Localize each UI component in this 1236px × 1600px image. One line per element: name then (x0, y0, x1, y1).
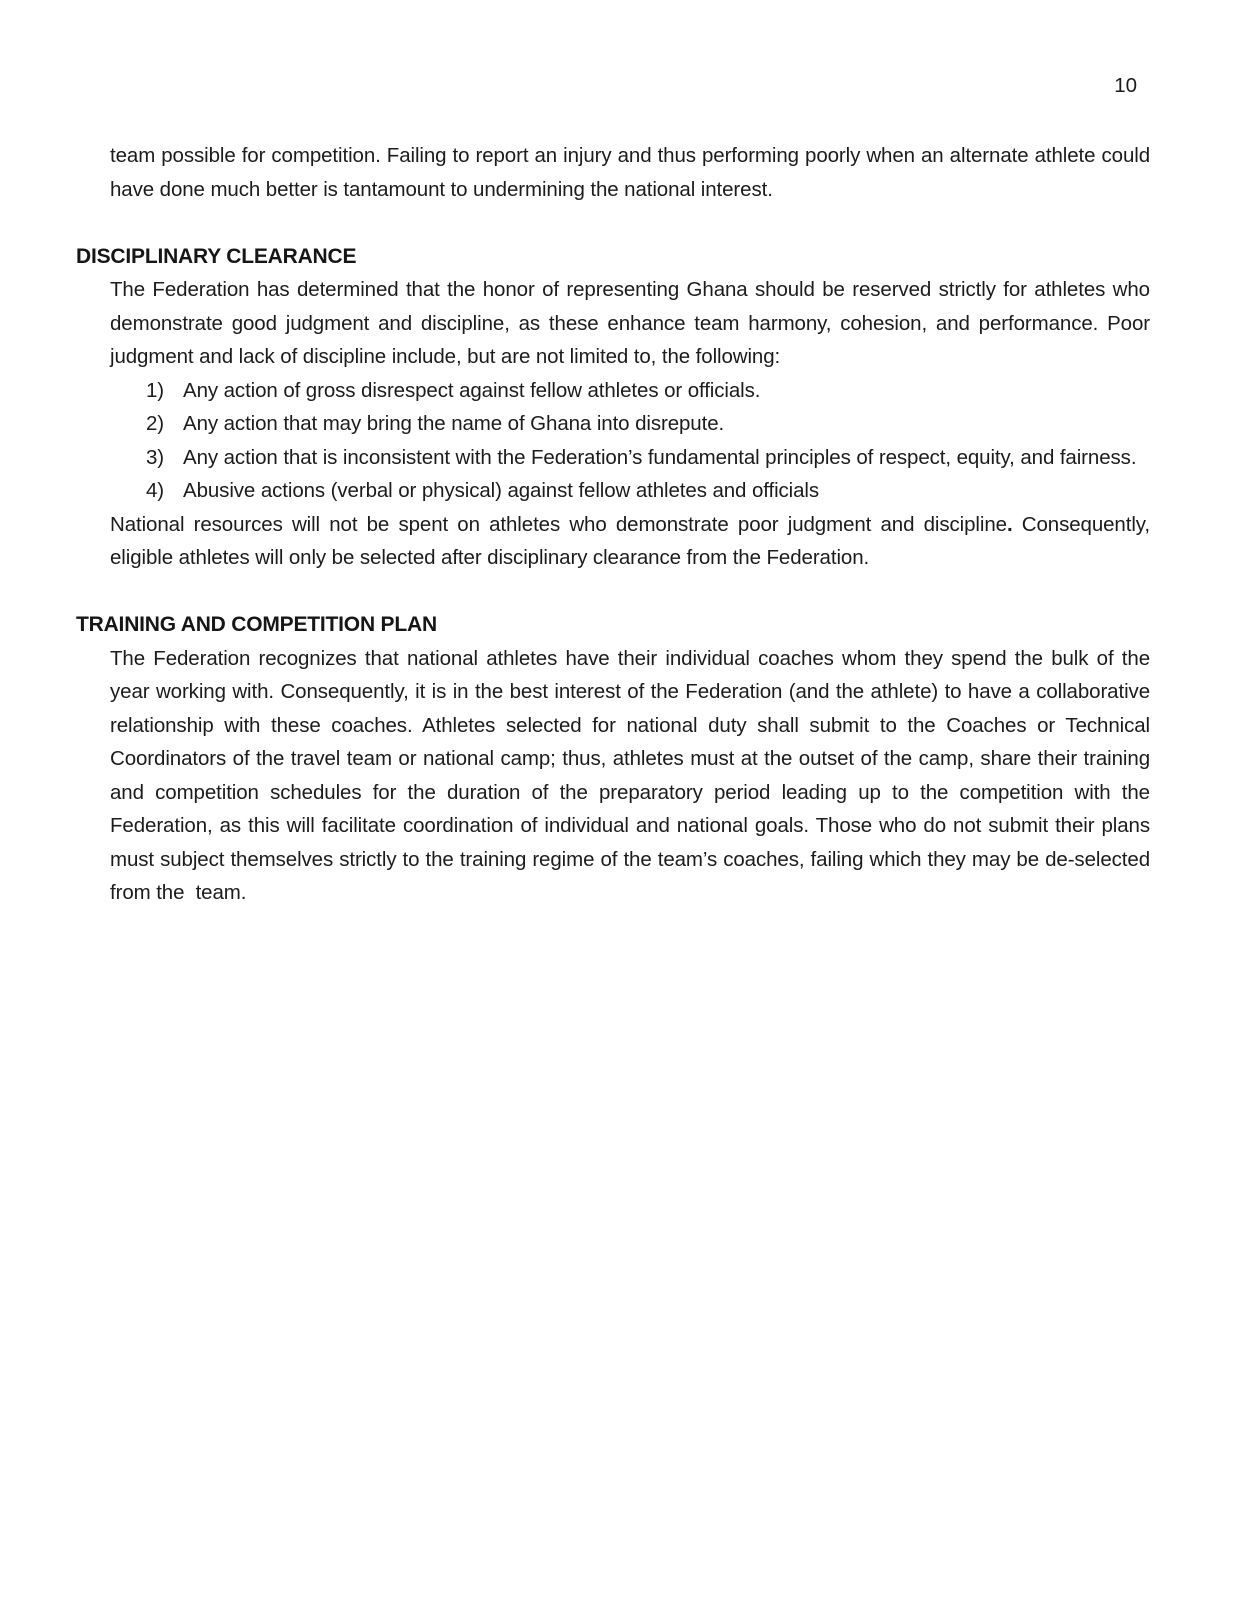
list-item-text: Abusive actions (verbal or physical) against fellow athletes and officials (183, 479, 820, 502)
list-item-number: 1) (146, 378, 165, 402)
conclusion-text-start: National resources will not be spent on athletes who demonstrate poor judgment and discipline (110, 512, 1007, 536)
paragraph-training-body: The Federation recognizes that national athletes have their individual coaches whom they spend the bulk of the year working with. Consequently, it is in the best interest of the Federation (and the athlete) to have a collaborative relationship with these coaches. Athletes selected for national duty shall submit to the Coaches or Technical Coordinators of the travel team or national camp; thus, athletes must at the outset of the camp, share their training and competition schedules for the duration of the preparatory period leading up to the competition with the Federation, as this will facilitate coordination of individual and national goals. Those who do not submit their plans must subject themselves strictly to the training regime of the team’s coaches, failing which they may be de-selected from the team. (110, 646, 1150, 904)
document-content (76, 139, 1150, 910)
list-item-number: 3) (146, 445, 165, 469)
list-item-number: 4) (146, 479, 165, 502)
list-item-number: 2) (146, 412, 165, 435)
list-item (110, 407, 1150, 441)
list-item-text: Any action that is inconsistent with the Federation’s fundamental principles of respect, equity, and fairness. (183, 445, 1137, 469)
heading-training-plan: TRAINING AND COMPETITION PLAN (76, 613, 437, 636)
heading-disciplinary-clearance: DISCIPLINARY CLEARANCE (76, 244, 357, 268)
paragraph-disciplinary-intro: The Federation has determined that the honor of representing Ghana should be reserved strictly for athletes who demonstrate good judgment and discipline, as these enhance team harmony, cohesion, and performance. Poor judgment and lack of discipline include, but are not limited to, the following: (110, 278, 1150, 368)
list-item (110, 441, 1150, 475)
paragraph-injury-reporting: team possible for competition. Failing to report an injury and thus performing poorly when an alternate athlete could have done much better is tantamount to undermining the national interest. (110, 144, 1150, 201)
list-item (110, 474, 1150, 508)
conclusion-text-end: Consequently, eligible athletes will only be selected after disciplinary clearance from the Federation. (110, 512, 1150, 569)
disciplinary-list (76, 374, 1150, 508)
paragraph-disciplinary-conclusion (110, 508, 1150, 575)
conclusion-bold-period: . (1006, 512, 1013, 536)
page-number: 10 (1114, 74, 1137, 97)
list-item-text: Any action that may bring the name of Ghana into disrepute. (183, 412, 725, 435)
list-item-text: Any action of gross disrespect against fellow athletes or officials. (183, 378, 761, 402)
list-item (110, 374, 1150, 408)
